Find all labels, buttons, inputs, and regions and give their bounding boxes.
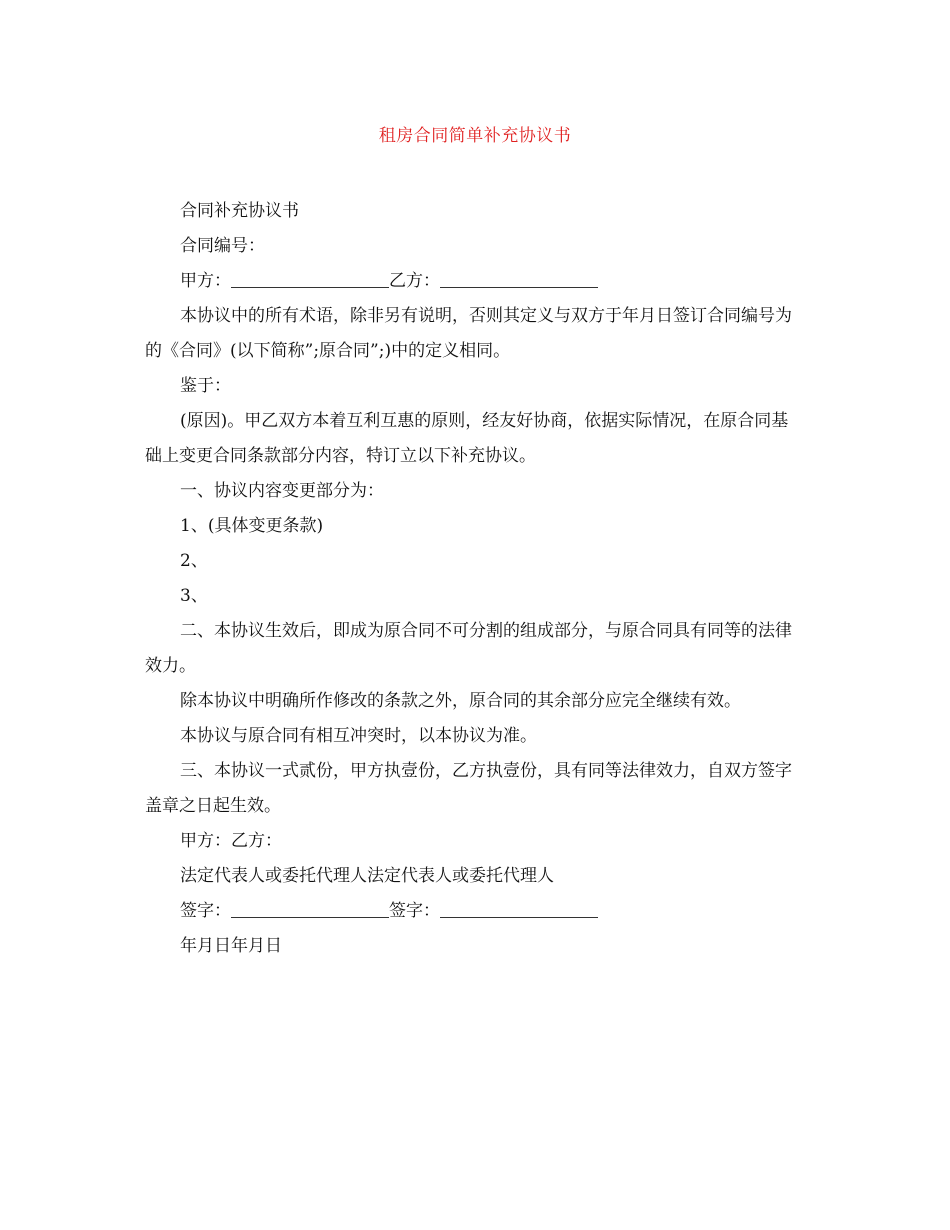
paragraph-terms: 本协议中的所有术语，除非另有说明，否则其定义与双方于年月日签订合同编号为的《合同》(以下简称”;原合同”;)中的定义相同。 [145, 306, 792, 361]
signature-label-a: 签字： [180, 901, 231, 921]
party-a-blank [231, 267, 389, 288]
signature-blank-a [231, 897, 389, 918]
item-3: 3、 [180, 586, 208, 606]
heading: 合同补充协议书 [180, 201, 299, 221]
date-line: 年月日年月日 [180, 936, 282, 956]
party-a-label: 甲方： [180, 271, 231, 291]
signature-blank-b [440, 897, 598, 918]
representatives-line: 法定代表人或委托代理人法定代表人或委托代理人 [180, 866, 554, 886]
signature-line [145, 894, 805, 929]
paragraph-rest: 除本协议中明确所作修改的条款之外，原合同的其余部分应完全继续有效。 [180, 691, 741, 711]
parties-line [145, 264, 805, 299]
paragraph-reason: (原因)。甲乙双方本着互利互惠的原则，经友好协商，依据实际情况，在原合同基础上变更合同条款部分内容，特订立以下补充协议。 [145, 411, 789, 466]
section-three: 三、本协议一式贰份，甲方执壹份，乙方执壹份，具有同等法律效力，自双方签字盖章之日起生效。 [145, 761, 792, 816]
party-b-label: 乙方： [389, 271, 440, 291]
sign-parties: 甲方：乙方： [180, 831, 282, 851]
document-title: 租房合同简单补充协议书 [378, 126, 572, 146]
item-2: 2、 [180, 551, 208, 571]
item-1: 1、(具体变更条款) [180, 516, 324, 536]
whereas-label: 鉴于： [180, 376, 231, 396]
document-body [145, 194, 805, 964]
party-b-blank [440, 267, 598, 288]
contract-number-label: 合同编号： [180, 236, 265, 256]
paragraph-conflict: 本协议与原合同有相互冲突时，以本协议为准。 [180, 726, 537, 746]
signature-label-b: 签字： [389, 901, 440, 921]
section-one: 一、协议内容变更部分为： [180, 481, 384, 501]
section-two: 二、本协议生效后，即成为原合同不可分割的组成部分，与原合同具有同等的法律效力。 [145, 621, 792, 676]
